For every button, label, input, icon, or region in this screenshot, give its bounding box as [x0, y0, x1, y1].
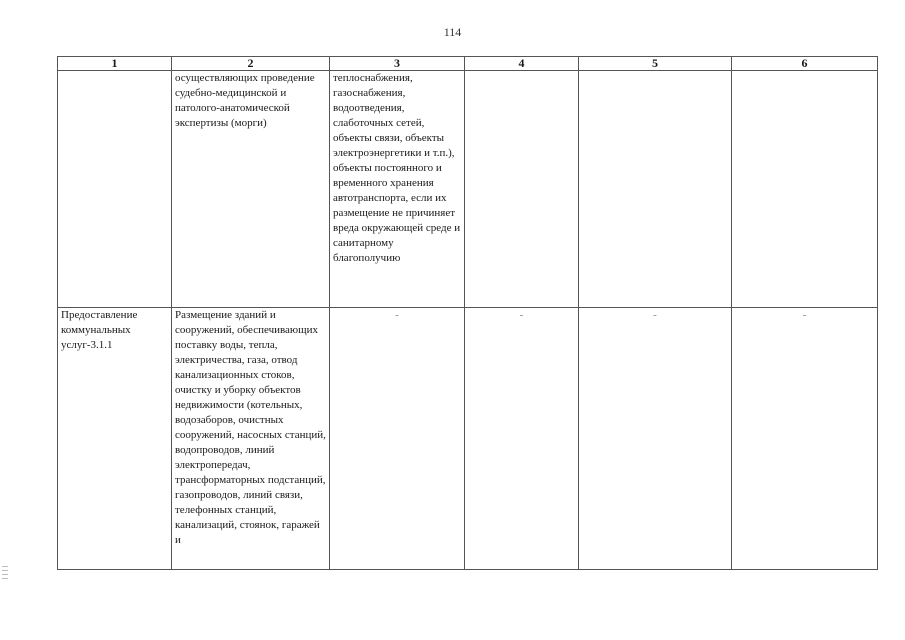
table-cell [579, 71, 732, 308]
page-number: 114 [443, 25, 462, 39]
table-cell: - [732, 308, 878, 570]
margin-scan-mark [2, 566, 8, 582]
table-cell [732, 71, 878, 308]
table-cell: Размещение зданий и сооружений, обеспечивающих поставку воды, тепла, электричества, газа, отвод канализационных стоков, очистку и уборку объектов недвижимости (котельных, водозаборов, очистных сооружений, насосных станций, водопроводов, линий электропередач, трансформаторных подстанций, газопроводов, линий связи, телефонных станций, канализаций, стоянок, гаражей и [172, 308, 330, 570]
table-cell [465, 71, 579, 308]
table-cell: Предоставление коммунальных услуг-3.1.1 [58, 308, 172, 570]
land-use-table [57, 56, 878, 570]
table-cell [58, 71, 172, 308]
table-cell: осуществляющих проведение судебно-медицинской и патолого-анатомической экспертизы (морги) [172, 71, 330, 308]
table-row [58, 308, 878, 570]
column-header-4: 4 [465, 57, 579, 71]
table-cell: - [330, 308, 465, 570]
column-header-3: 3 [330, 57, 465, 71]
column-header-2: 2 [172, 57, 330, 71]
column-header-5: 5 [579, 57, 732, 71]
column-header-1: 1 [58, 57, 172, 71]
table-cell: - [465, 308, 579, 570]
table-cell: - [579, 308, 732, 570]
header-row [58, 57, 878, 71]
table-cell: теплоснабжения, газоснабжения, водоотведения, слаботочных сетей, объекты связи, объекты электроэнергетики и т.п.), объекты постоянного и временного хранения автотранспорта, если их размещение не причиняет вреда окружающей среде и санитарному благополучию [330, 71, 465, 308]
table-row [58, 71, 878, 308]
column-header-6: 6 [732, 57, 878, 71]
